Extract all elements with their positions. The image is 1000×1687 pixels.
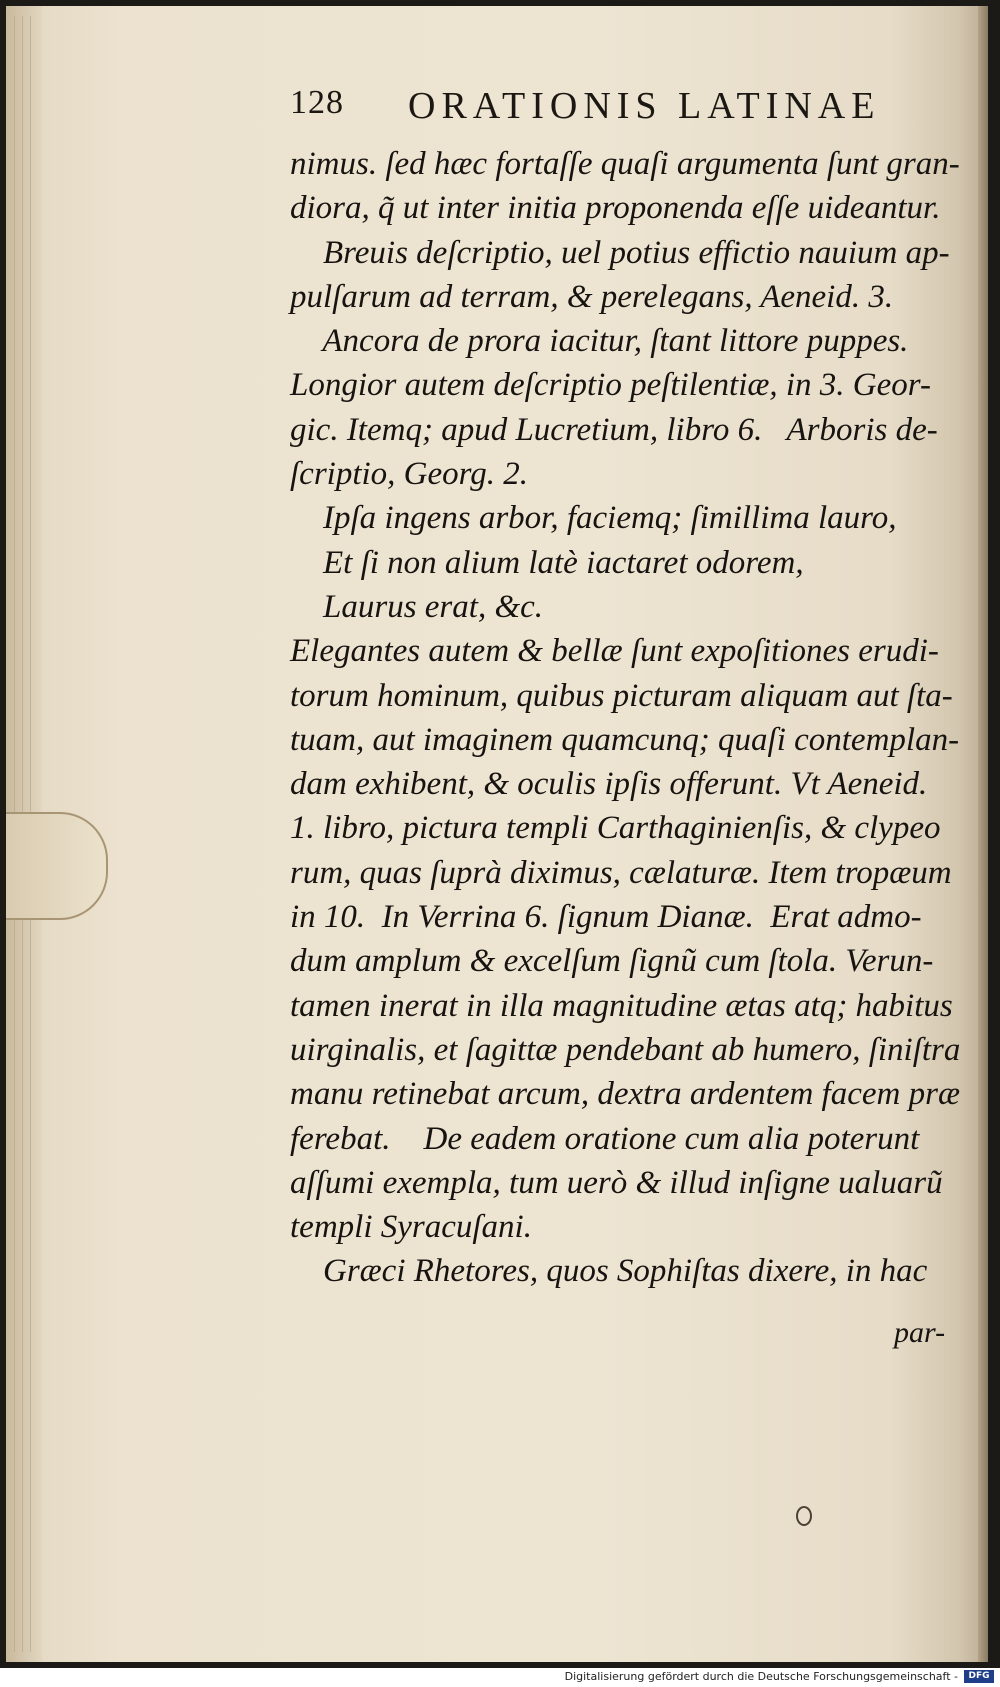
clasp-tab — [6, 812, 108, 920]
text-line: manu retinebat arcum, dextra ardentem facem præ — [290, 1076, 960, 1113]
text-line: Et ſi non alium latè iactaret odorem, — [290, 544, 804, 581]
text-line: aſſumi exempla, tum uerò & illud inſigne ualuarũ — [290, 1164, 943, 1201]
text-line: dum amplum & excelſum ſignũ cum ſtola. Verun- — [290, 943, 934, 980]
text-line: uirginalis, et ſagittæ pendebant ab humero, ſiniſtra — [290, 1031, 961, 1068]
text-line: Breuis deſcriptio, uel potius effictio nauium ap- — [290, 234, 950, 271]
page-number: 128 — [290, 84, 344, 121]
text-line: Ancora de prora iacitur, ſtant littore puppes. — [290, 323, 909, 360]
running-header — [290, 84, 910, 134]
dfg-logo: DFG — [964, 1670, 994, 1683]
text-line: Laurus erat, &c. — [290, 588, 544, 625]
text-line: torum hominum, quibus picturam aliquam aut ſta- — [290, 677, 953, 714]
text-line: ferebat. De eadem oratione cum alia poterunt — [290, 1120, 920, 1157]
text-line: diora, q̃ ut inter initia proponenda eſſe uideantur. — [290, 190, 941, 227]
text-line: dam exhibent, & oculis ipſis offerunt. Vt Aeneid. — [290, 766, 928, 803]
text-line: 1. libro, pictura templi Carthaginienſis, & clypeo — [290, 810, 941, 847]
text-line: ſcriptio, Georg. 2. — [290, 456, 529, 493]
text-line: Ipſa ingens arbor, faciemq; ſimillima lauro, — [290, 500, 897, 537]
text-line: rum, quas ſuprà diximus, cælaturæ. Item tropæum — [290, 854, 952, 891]
text-line: gic. Itemq; apud Lucretium, libro 6. Arboris de- — [290, 411, 938, 448]
text-line: Longior autem deſcriptio peſtilentiæ, in 3. Geor- — [290, 367, 931, 404]
text-line: pulſarum ad terram, & perelegans, Aeneid. 3. — [290, 278, 894, 315]
text-line: Græci Rhetores, quos Sophiſtas dixere, in hac — [290, 1253, 928, 1290]
text-line: tamen inerat in illa magnitudine ætas atq; habitus — [290, 987, 953, 1024]
text-line: Elegantes autem & bellæ ſunt expoſitiones erudi- — [290, 633, 939, 670]
running-title: ORATIONIS LATINAE — [408, 85, 881, 127]
page-edge — [978, 6, 988, 1662]
footer-credit: Digitalisierung gefördert durch die Deutsche Forschungsgemeinschaft - — [564, 1670, 958, 1683]
digitization-footer — [0, 1668, 1000, 1687]
ink-mark — [796, 1506, 812, 1526]
catchword: par- — [894, 1316, 946, 1349]
text-line: templi Syracuſani. — [290, 1209, 532, 1246]
text-line: tuam, aut imaginem quamcunq; quaſi contemplan- — [290, 721, 960, 758]
text-line: in 10. In Verrina 6. ſignum Dianæ. Erat admo- — [290, 899, 922, 936]
text-line: nimus. ſed hæc fortaſſe quaſi argumenta ſunt gran- — [290, 146, 960, 182]
body-text — [290, 142, 961, 1294]
